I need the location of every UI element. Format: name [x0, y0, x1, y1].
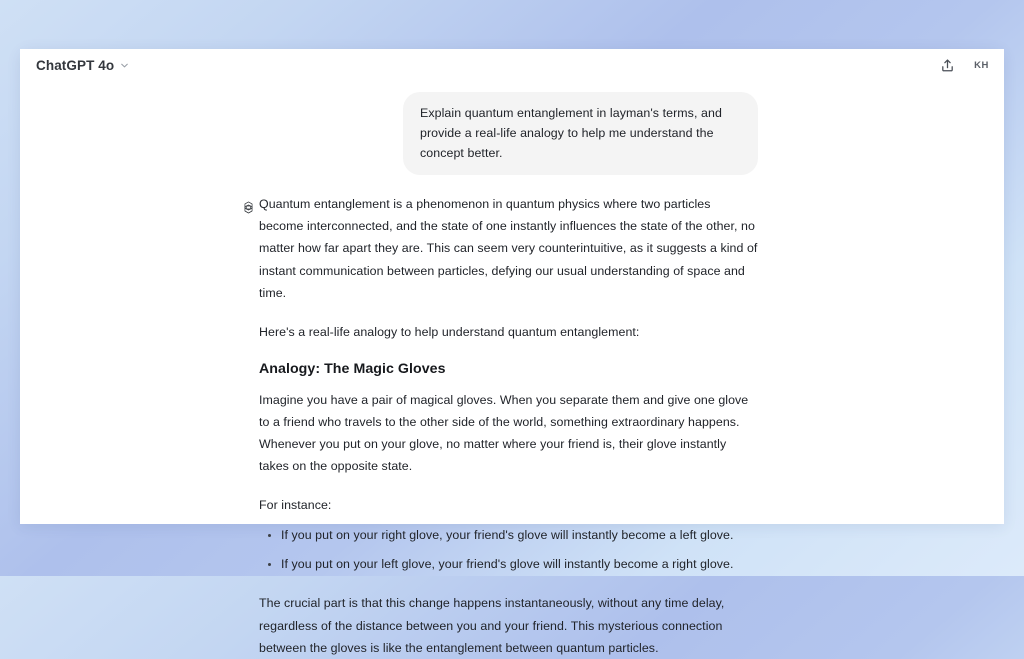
message-thread: [259, 81, 758, 659]
user-avatar[interactable]: KH: [974, 59, 989, 71]
openai-logo-icon: [237, 196, 259, 218]
conversation-scroll-area[interactable]: [20, 81, 1004, 655]
assistant-paragraph-2: Here's a real-life analogy to help understand quantum entanglement:: [259, 324, 640, 339]
chat-window: [20, 49, 1004, 655]
list-item: If you put on your right glove, your friend's glove will instantly become a left glove.: [259, 525, 758, 547]
chevron-down-icon: [119, 60, 130, 71]
header-actions: [937, 55, 990, 75]
assistant-paragraph-4: For instance:: [259, 497, 332, 512]
user-message-turn: [266, 92, 758, 175]
assistant-message-turn: [259, 193, 758, 658]
assistant-paragraph-1: Quantum entanglement is a phenomenon in quantum physics where two particles become interconnected, and the state of one instantly influences the state of the other, no matter how far apart they are. This can seem very counterintuitive, as it suggests a kind of instant communication between particles, defying our usual understanding of space and time.: [259, 197, 758, 300]
assistant-section-heading: Analogy: The Magic Gloves: [259, 360, 446, 377]
list-item: If you put on your left glove, your friend's glove will instantly become a right glove.: [259, 554, 758, 576]
assistant-message-body: [259, 193, 758, 658]
share-upload-icon[interactable]: [937, 55, 957, 75]
assistant-paragraph-3: Imagine you have a pair of magical gloves. When you separate them and give one glove to a friend who travels to the other side of the world, something extraordinary happens. Whenever you put on your glove, no matter where your friend is, their glove instantly takes on the opposite state.: [259, 392, 749, 473]
assistant-paragraph-5: The crucial part is that this change happens instantaneously, without any time delay, regardless of the distance between you and your friend. This mysterious connection between the gloves is like the entanglement between quantum particles.: [259, 596, 725, 655]
window-header: [20, 49, 1004, 81]
model-switcher-button[interactable]: [32, 55, 136, 76]
model-name-label: ChatGPT 4o: [36, 57, 115, 73]
user-message-bubble: Explain quantum entanglement in layman's terms, and provide a real-life analogy to help me understand the concept better.: [403, 92, 758, 175]
assistant-bullet-list: [259, 525, 758, 575]
